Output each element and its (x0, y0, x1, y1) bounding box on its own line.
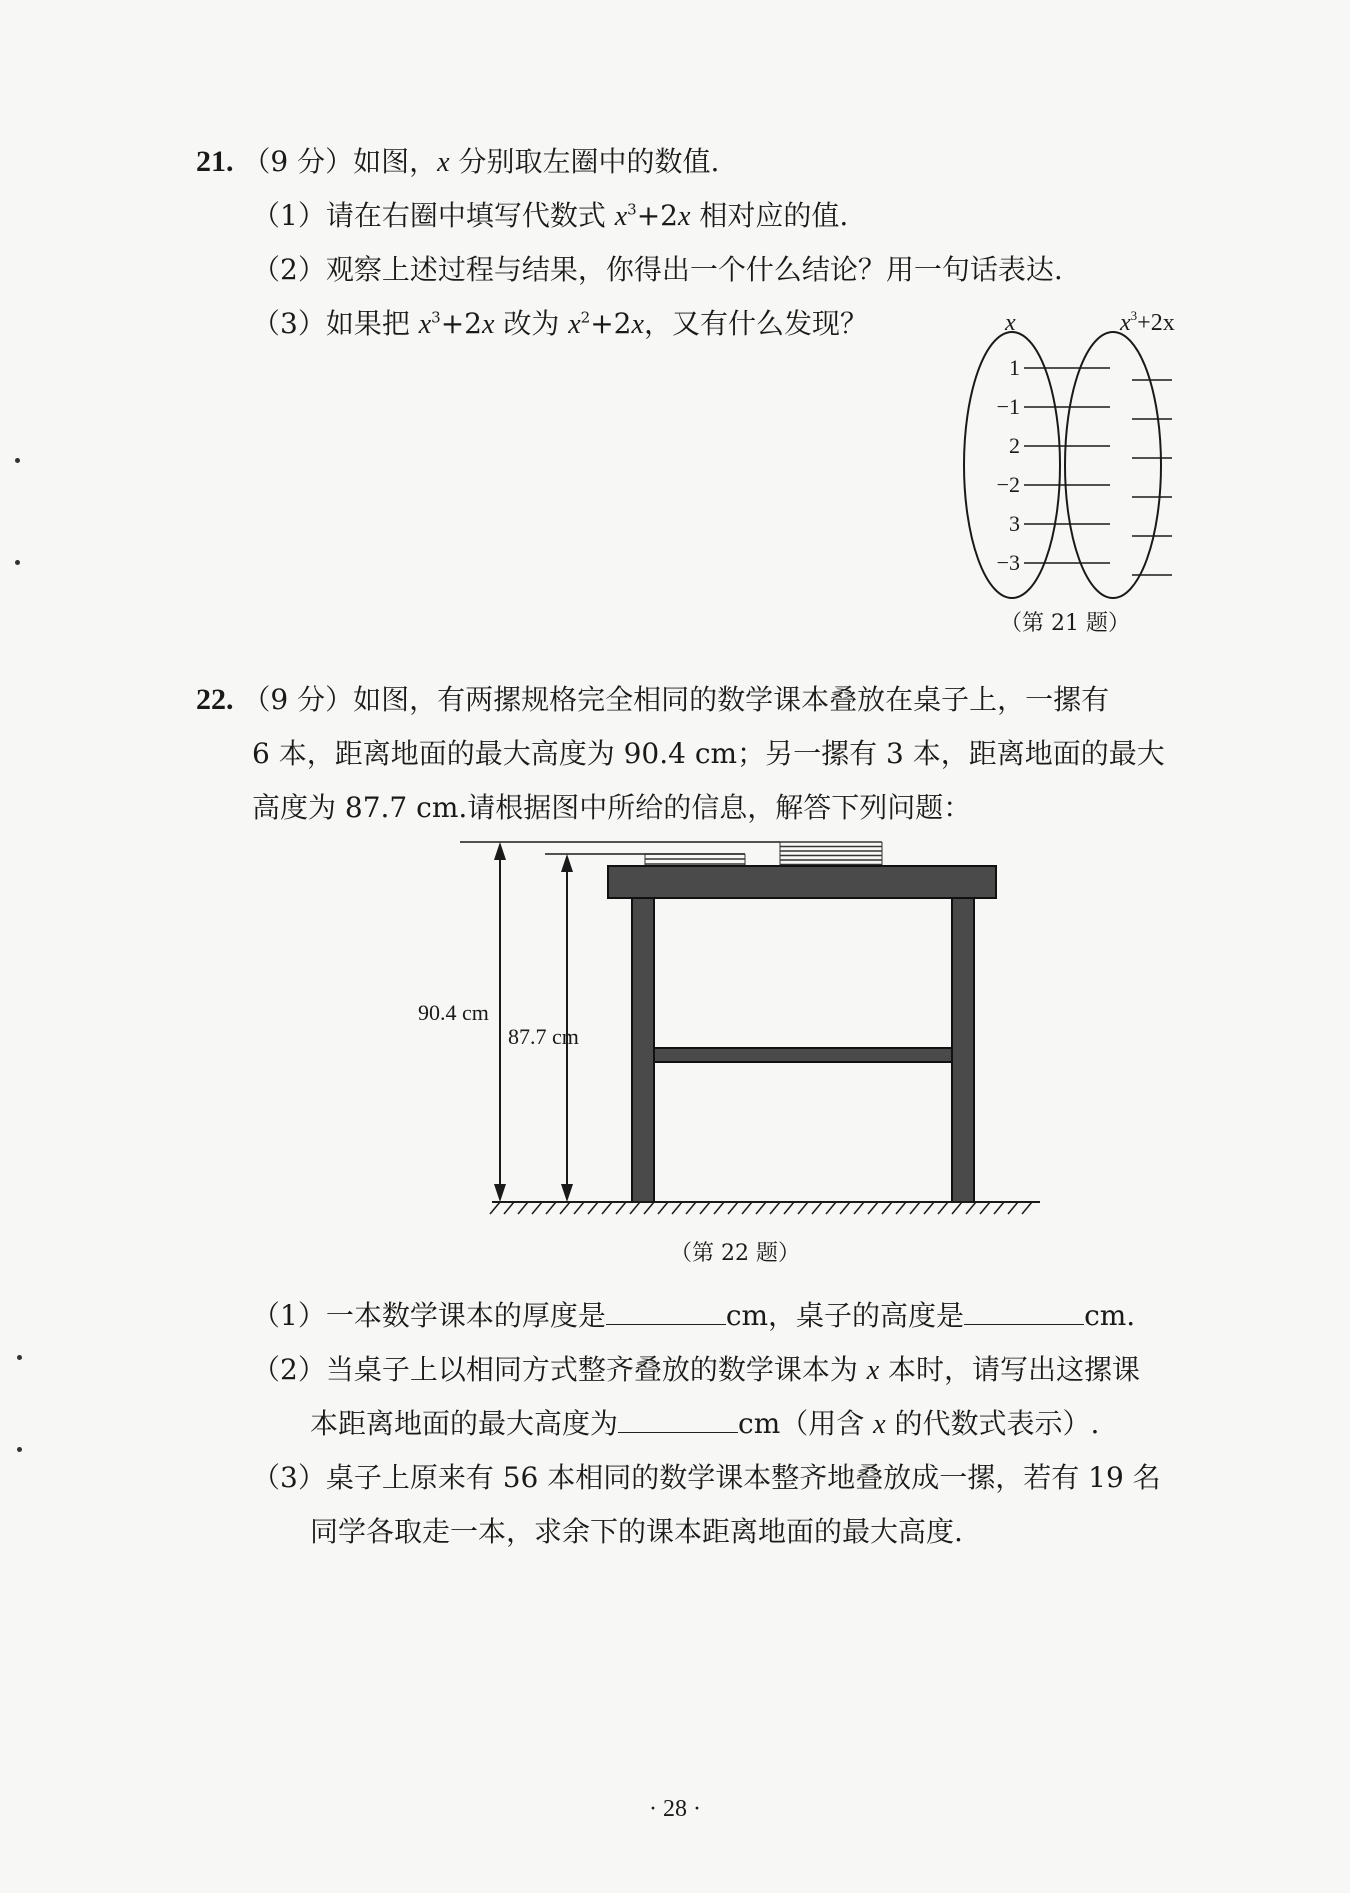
hatch-line (868, 1202, 878, 1214)
hatch-line (854, 1202, 864, 1214)
hatch-line (826, 1202, 836, 1214)
right-circle (1065, 332, 1161, 598)
hatch-line (910, 1202, 920, 1214)
mapping-diagram (920, 300, 1240, 600)
q21-part-2: （2）观察上述过程与结果，你得出一个什么结论？用一句话表达. (252, 253, 1063, 286)
table-height-blank[interactable] (964, 1298, 1084, 1325)
q21-caption: （第 21 题） (1000, 611, 1130, 636)
left-circle-label: x (1005, 310, 1016, 336)
q22-part-1: （1）一本数学课本的厚度是 cm，桌子的高度是 cm. (252, 1299, 1136, 1332)
hatch-line (630, 1202, 640, 1214)
hatch-line (504, 1202, 514, 1214)
input-value: 2 (1009, 433, 1020, 458)
hatch-line (924, 1202, 934, 1214)
table-leg-left (632, 898, 654, 1202)
mapping-rows (997, 355, 1172, 575)
hatch-line (686, 1202, 696, 1214)
hatch-line (602, 1202, 612, 1214)
hatch-line (882, 1202, 892, 1214)
q21-number: 21. (196, 145, 234, 178)
hatch-line (728, 1202, 738, 1214)
hatch-line (490, 1202, 500, 1214)
right-circle-label: $x^3+2x$ (1120, 308, 1175, 336)
ground-hatching (490, 1202, 1032, 1214)
table-figure (400, 830, 1060, 1230)
q22-part-2-cont: 本距离地面的最大高度为 cm（用含 x 的代数式表示）. (310, 1407, 1100, 1440)
hatch-line (938, 1202, 948, 1214)
hatch-line (966, 1202, 976, 1214)
hatch-line (994, 1202, 1004, 1214)
page-number: · 28 · (649, 1796, 701, 1822)
hatch-line (700, 1202, 710, 1214)
thickness-blank[interactable] (606, 1298, 726, 1325)
hatch-line (1008, 1202, 1018, 1214)
hatch-line (784, 1202, 794, 1214)
q21-part-1: （1）请在右圈中填写代数式 $x^3+2x$ 相对应的值. (252, 199, 849, 232)
hatch-line (980, 1202, 990, 1214)
input-value: 3 (1009, 511, 1020, 536)
q22-part-2: （2）当桌子上以相同方式整齐叠放的数学课本为 x 本时，请写出这摞课 (252, 1353, 1141, 1386)
hatch-line (714, 1202, 724, 1214)
hatch-line (574, 1202, 584, 1214)
q22-part-3: （3）桌子上原来有 56 本相同的数学课本整齐地叠放成一摞，若有 19 名 (252, 1461, 1161, 1494)
scan-mark (17, 1355, 22, 1360)
input-value: −1 (996, 394, 1020, 419)
q22-number: 22. (196, 683, 234, 716)
hatch-line (658, 1202, 668, 1214)
scan-mark (15, 458, 20, 463)
hatch-line (742, 1202, 752, 1214)
hatch-line (798, 1202, 808, 1214)
book-stack-6 (780, 842, 882, 866)
hatch-line (896, 1202, 906, 1214)
table-crossbar (654, 1048, 952, 1062)
q21-header: 21. （9 分）如图，x 分别取左圈中的数值. (196, 145, 720, 178)
q22-caption: （第 22 题） (670, 1241, 800, 1266)
expression-blank[interactable] (618, 1406, 738, 1433)
q21-part-3: （3）如果把 $x^3+2x$ 改为 $x^2+2x$，又有什么发现？ (252, 307, 868, 340)
label-87-7-cm: 87.7 cm (508, 1024, 579, 1049)
hatch-line (616, 1202, 626, 1214)
q22-line-3: 高度为 87.7 cm.请根据图中所给的信息，解答下列问题： (252, 791, 972, 824)
hatch-line (812, 1202, 822, 1214)
label-90-4-cm: 90.4 cm (418, 1000, 489, 1025)
q22-part-3-cont: 同学各取走一本，求余下的课本距离地面的最大高度. (310, 1515, 963, 1548)
book-stack-3 (645, 854, 745, 866)
hatch-line (952, 1202, 962, 1214)
hatch-line (546, 1202, 556, 1214)
scan-mark (17, 1447, 22, 1452)
hatch-line (1022, 1202, 1032, 1214)
hatch-line (588, 1202, 598, 1214)
hatch-line (644, 1202, 654, 1214)
hatch-line (560, 1202, 570, 1214)
input-value: −2 (996, 472, 1020, 497)
hatch-line (532, 1202, 542, 1214)
hatch-line (518, 1202, 528, 1214)
hatch-line (770, 1202, 780, 1214)
q22-line-2: 6 本，距离地面的最大高度为 90.4 cm；另一摞有 3 本，距离地面的最大 (252, 737, 1165, 770)
hatch-line (672, 1202, 682, 1214)
table-leg-right (952, 898, 974, 1202)
input-value: −3 (996, 550, 1020, 575)
q22-line-1: 22. （9 分）如图，有两摞规格完全相同的数学课本叠放在桌子上，一摞有 (196, 683, 1110, 716)
hatch-line (756, 1202, 766, 1214)
table-top (608, 866, 996, 898)
input-value: 1 (1009, 355, 1020, 380)
scan-mark (15, 560, 20, 565)
hatch-line (840, 1202, 850, 1214)
